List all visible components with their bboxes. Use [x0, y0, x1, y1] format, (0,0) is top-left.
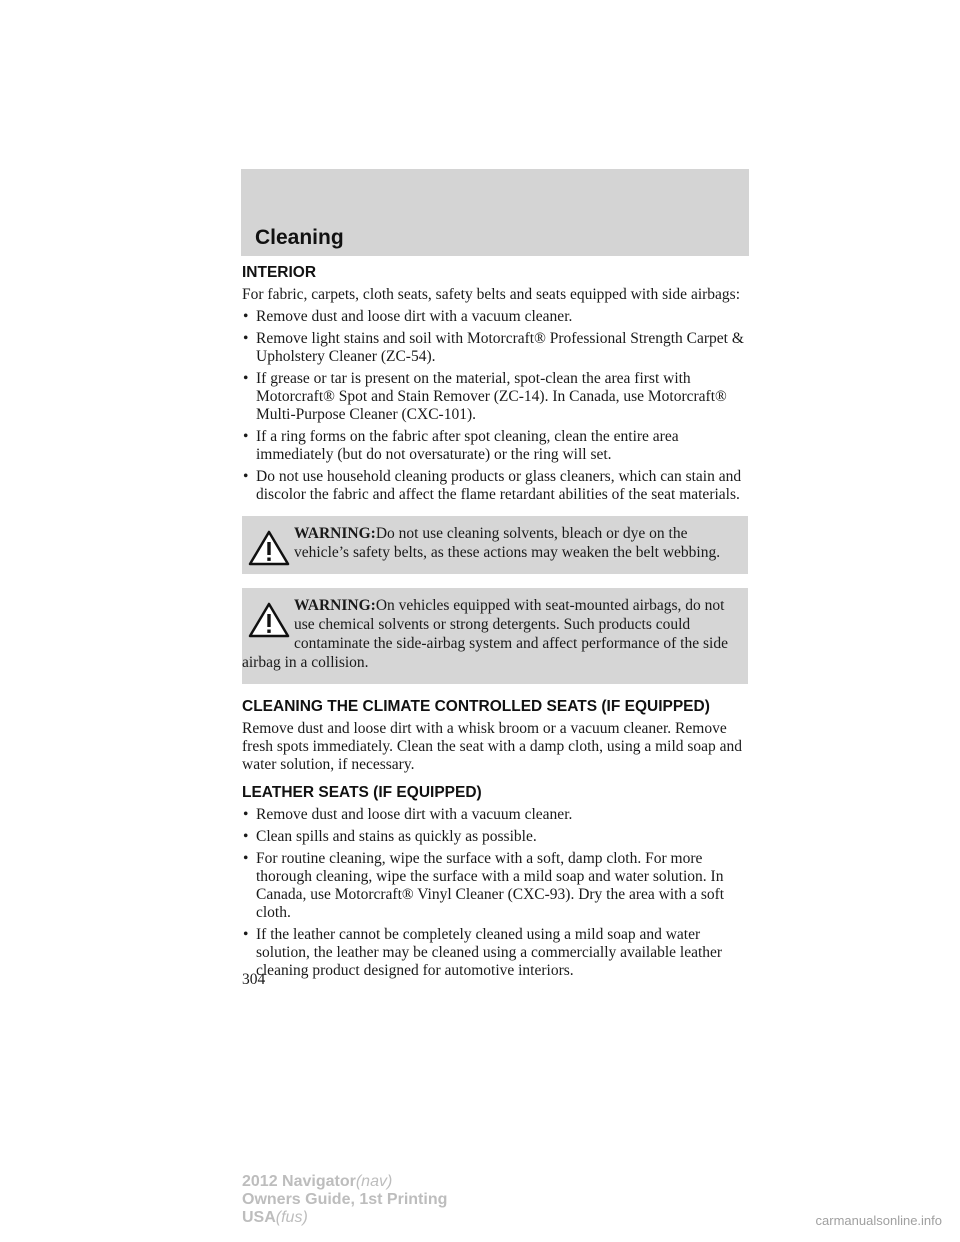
list-item: • Clean spills and stains as quickly as possible. — [242, 828, 748, 846]
document-footer — [242, 1173, 447, 1227]
footer-model: 2012 Navigator — [242, 1173, 356, 1190]
list-item: • If the leather cannot be completely cleaned using a mild soap and water solution, the leather may be cleaned using a commercially available leather cleaning product designed for automotive interiors. — [242, 926, 748, 980]
warning-box-safety-belts — [242, 516, 748, 574]
footer-market: USA — [242, 1209, 276, 1226]
warning-label: WARNING: — [294, 525, 376, 542]
section-header-band — [241, 169, 749, 256]
warning-label: WARNING: — [294, 597, 376, 614]
page-content — [242, 264, 748, 984]
warning-text: On vehicles equipped with seat-mounted airbags, do not use chemical solvents or strong detergents. Such products could contaminate the side-airbag system and affect performance of the side airbag in a collision. — [242, 597, 728, 671]
list-item: • Remove dust and loose dirt with a vacuum cleaner. — [242, 806, 748, 824]
list-item: • If a ring forms on the fabric after spot cleaning, clean the entire area immediately (but do not oversaturate) or the ring will set. — [242, 428, 748, 464]
warning-triangle-icon — [246, 528, 292, 568]
list-item: • If grease or tar is present on the material, spot-clean the area first with Motorcraft® Spot and Stain Remover (ZC-14). In Canada, use Motorcraft® Multi-Purpose Cleaner (CXC-101). — [242, 370, 748, 424]
list-item: • Do not use household cleaning products or glass cleaners, which can stain and discolor the fabric and affect the flame retardant abilities of the seat materials. — [242, 468, 748, 504]
footer-guide: Owners Guide, 1st Printing — [242, 1191, 448, 1208]
list-item: • Remove dust and loose dirt with a vacuum cleaner. — [242, 308, 748, 326]
footer-market-code: (fus) — [275, 1209, 308, 1226]
warning-text: Do not use cleaning solvents, bleach or dye on the vehicle’s safety belts, as these actions may weaken the belt webbing. — [294, 525, 721, 561]
climate-seats-heading: CLEANING THE CLIMATE CONTROLLED SEATS (IF EQUIPPED) — [242, 698, 710, 715]
warning-box-airbags — [242, 588, 748, 684]
section-title: Cleaning — [255, 226, 344, 249]
watermark: carmanualsonline.info — [815, 1213, 942, 1228]
interior-intro: For fabric, carpets, cloth seats, safety belts and seats equipped with side airbags: — [242, 286, 741, 303]
interior-bullet-list — [242, 308, 748, 504]
leather-bullet-list — [242, 806, 748, 980]
list-item: • For routine cleaning, wipe the surface with a soft, damp cloth. For more thorough cleaning, wipe the surface with a mild soap and water solution. In Canada, use Motorcraft® Vinyl Cleaner (CXC-93). Dry the area with a soft cloth. — [242, 850, 748, 922]
leather-seats-heading: LEATHER SEATS (IF EQUIPPED) — [242, 784, 482, 801]
list-item: • Remove light stains and soil with Motorcraft® Professional Strength Carpet & Upholstery Cleaner (ZC-54). — [242, 330, 748, 366]
page-number: 304 — [242, 971, 266, 988]
warning-triangle-icon — [246, 600, 292, 640]
interior-heading: INTERIOR — [242, 264, 317, 281]
footer-model-code: (nav) — [355, 1173, 393, 1190]
climate-seats-text: Remove dust and loose dirt with a whisk broom or a vacuum cleaner. Remove fresh spots immediately. Clean the seat with a damp cloth, using a mild soap and water solution, if necessary. — [242, 720, 743, 773]
